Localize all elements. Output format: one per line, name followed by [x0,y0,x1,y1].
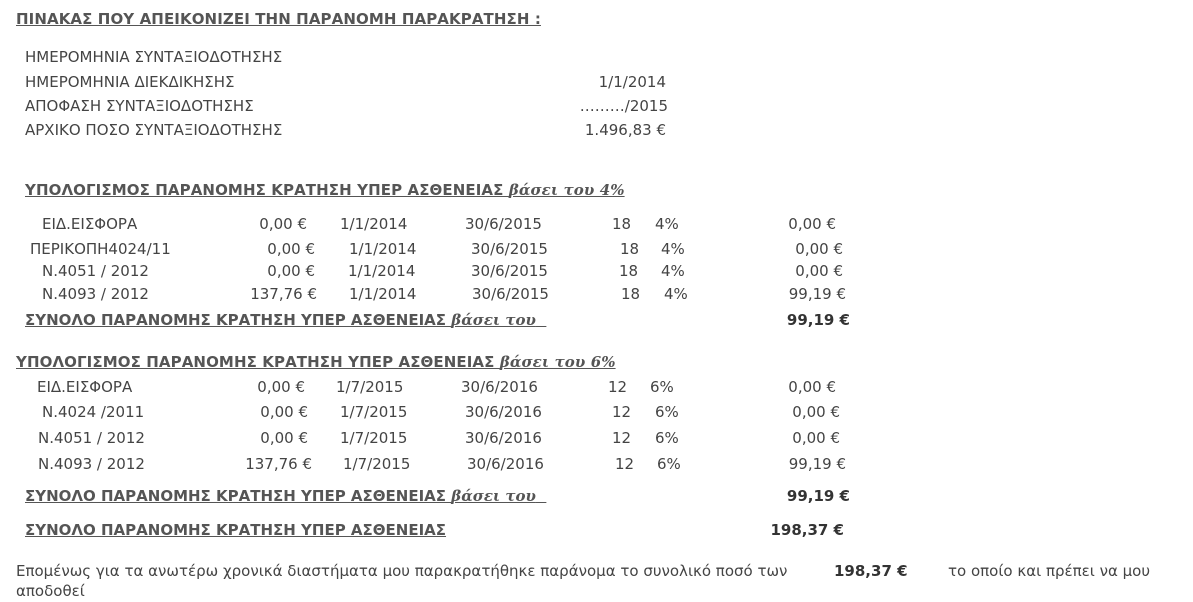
page-title: ΠΙΝΑΚΑΣ ΠΟΥ ΑΠΕΙΚΟΝΙΖΕΙ ΤΗΝ ΠΑΡΑΝΟΜΗ ΠΑΡΑΚΡΑΤΗΣΗ : [16,10,541,28]
row-rate: 6% [655,403,679,421]
row-result: 0,00 € [795,262,843,280]
row-rate: 6% [657,455,681,473]
row-amount: 137,76 € [250,285,317,303]
row-to-date: 30/6/2016 [465,429,542,447]
row-months: 18 [612,215,632,233]
row-rate: 4% [655,215,679,233]
row-name: Ν.4051 / 2012 [42,262,149,280]
row-amount: 0,00 € [267,262,315,280]
section-4-total-label-tail: βάσει του [451,311,536,329]
row-to-date: 30/6/2016 [467,455,544,473]
row-name: Ν.4093 / 2012 [42,285,149,303]
closing-text-line2: αποδοθεί [16,582,85,600]
row-amount: 0,00 € [267,240,315,258]
row-amount: 0,00 € [257,378,305,396]
row-rate: 6% [650,378,674,396]
section-4-heading [25,183,625,198]
row-name: ΕΙΔ.ΕΙΣΦΟΡΑ [37,378,133,396]
row-name: ΠΕΡΙΚΟΠΗ4024/11 [30,240,171,258]
row-to-date: 30/6/2015 [472,285,549,303]
row-name: Ν.4093 / 2012 [38,455,145,473]
row-months: 12 [608,378,628,396]
info-label-pension-date: ΗΜΕΡΟΜΗΝΙΑ ΣΥΝΤΑΞΙΟΔΟΤΗΣΗΣ [25,48,283,66]
info-value-claim-date: 1/1/2014 [598,73,666,91]
section-4-total-value: 99,19 € [786,311,850,329]
section-6-total-value: 99,19 € [786,487,850,505]
section-6-total-label-tail: βάσει του [451,487,536,505]
row-to-date: 30/6/2015 [465,215,542,233]
info-label-initial-amount: ΑΡΧΙΚΟ ΠΟΣΟ ΣΥΝΤΑΞΙΟΔΟΤΗΣΗΣ [25,121,283,139]
row-name: Ν.4051 / 2012 [38,429,145,447]
row-from-date: 1/1/2014 [348,262,416,280]
section-4-total-label [25,313,546,328]
row-months: 18 [620,240,640,258]
row-result: 99,19 € [788,285,846,303]
row-amount: 137,76 € [245,455,312,473]
section-4-total-label-main: ΣΥΝΟΛΟ ΠΑΡΑΝΟΜΗΣ ΚΡΑΤΗΣΗ ΥΠΕΡ ΑΣΘΕΝΕΙΑΣ [25,311,452,329]
row-months: 18 [619,262,639,280]
row-result: 0,00 € [788,215,836,233]
grand-total-label: ΣΥΝΟΛΟ ΠΑΡΑΝΟΜΗΣ ΚΡΑΤΗΣΗ ΥΠΕΡ ΑΣΘΕΝΕΙΑΣ [25,521,447,539]
row-from-date: 1/1/2014 [349,285,417,303]
closing-amount: 198,37 € [834,562,908,580]
row-rate: 4% [664,285,688,303]
row-from-date: 1/7/2015 [340,429,408,447]
row-result: 0,00 € [788,378,836,396]
row-months: 12 [615,455,635,473]
row-amount: 0,00 € [260,429,308,447]
row-rate: 4% [661,262,685,280]
row-from-date: 1/7/2015 [343,455,411,473]
info-label-claim-date: ΗΜΕΡΟΜΗΝΙΑ ΔΙΕΚΔΙΚΗΣΗΣ [25,73,235,91]
row-rate: 6% [655,429,679,447]
section-4-heading-main: ΥΠΟΛΟΓΙΣΜΟΣ ΠΑΡΑΝΟΜΗΣ ΚΡΑΤΗΣΗ ΥΠΕΡ ΑΣΘΕΝΕΙΑΣ [25,181,509,199]
row-months: 18 [621,285,641,303]
section-6-total-label [25,489,546,504]
row-from-date: 1/7/2015 [340,403,408,421]
row-result: 0,00 € [792,429,840,447]
section-6-total-label-main: ΣΥΝΟΛΟ ΠΑΡΑΝΟΜΗΣ ΚΡΑΤΗΣΗ ΥΠΕΡ ΑΣΘΕΝΕΙΑΣ [25,487,452,505]
closing-text-before: Επομένως για τα ανωτέρω χρονικά διαστήματα μου παρακρατήθηκε παράνομα το συνολικό ποσό των [16,562,788,580]
row-result: 99,19 € [788,455,846,473]
closing-text-after: το οποίο και πρέπει να μου [948,562,1151,580]
section-4-heading-tail: βάσει του 4% [508,181,625,199]
section-6-heading-main: ΥΠΟΛΟΓΙΣΜΟΣ ΠΑΡΑΝΟΜΗΣ ΚΡΑΤΗΣΗ ΥΠΕΡ ΑΣΘΕΝΕΙΑΣ [16,353,500,371]
row-name: Ν.4024 /2011 [42,403,145,421]
row-from-date: 1/7/2015 [336,378,404,396]
info-label-pension-decision: ΑΠΟΦΑΣΗ ΣΥΝΤΑΞΙΟΔΟΤΗΣΗΣ [25,97,254,115]
row-months: 12 [612,429,632,447]
section-6-heading [16,355,616,370]
info-value-initial-amount: 1.496,83 € [584,121,666,139]
row-to-date: 30/6/2016 [461,378,538,396]
row-result: 0,00 € [792,403,840,421]
row-result: 0,00 € [795,240,843,258]
row-from-date: 1/1/2014 [349,240,417,258]
row-to-date: 30/6/2015 [471,240,548,258]
grand-total-value: 198,37 € [770,521,844,539]
row-months: 12 [612,403,632,421]
row-to-date: 30/6/2015 [471,262,548,280]
section-6-heading-tail: βάσει του 6% [499,353,616,371]
row-to-date: 30/6/2016 [465,403,542,421]
row-name: ΕΙΔ.ΕΙΣΦΟΡΑ [42,215,138,233]
info-value-pension-decision: ………/2015 [579,97,668,115]
row-amount: 0,00 € [259,215,307,233]
row-rate: 4% [661,240,685,258]
row-amount: 0,00 € [260,403,308,421]
row-from-date: 1/1/2014 [340,215,408,233]
